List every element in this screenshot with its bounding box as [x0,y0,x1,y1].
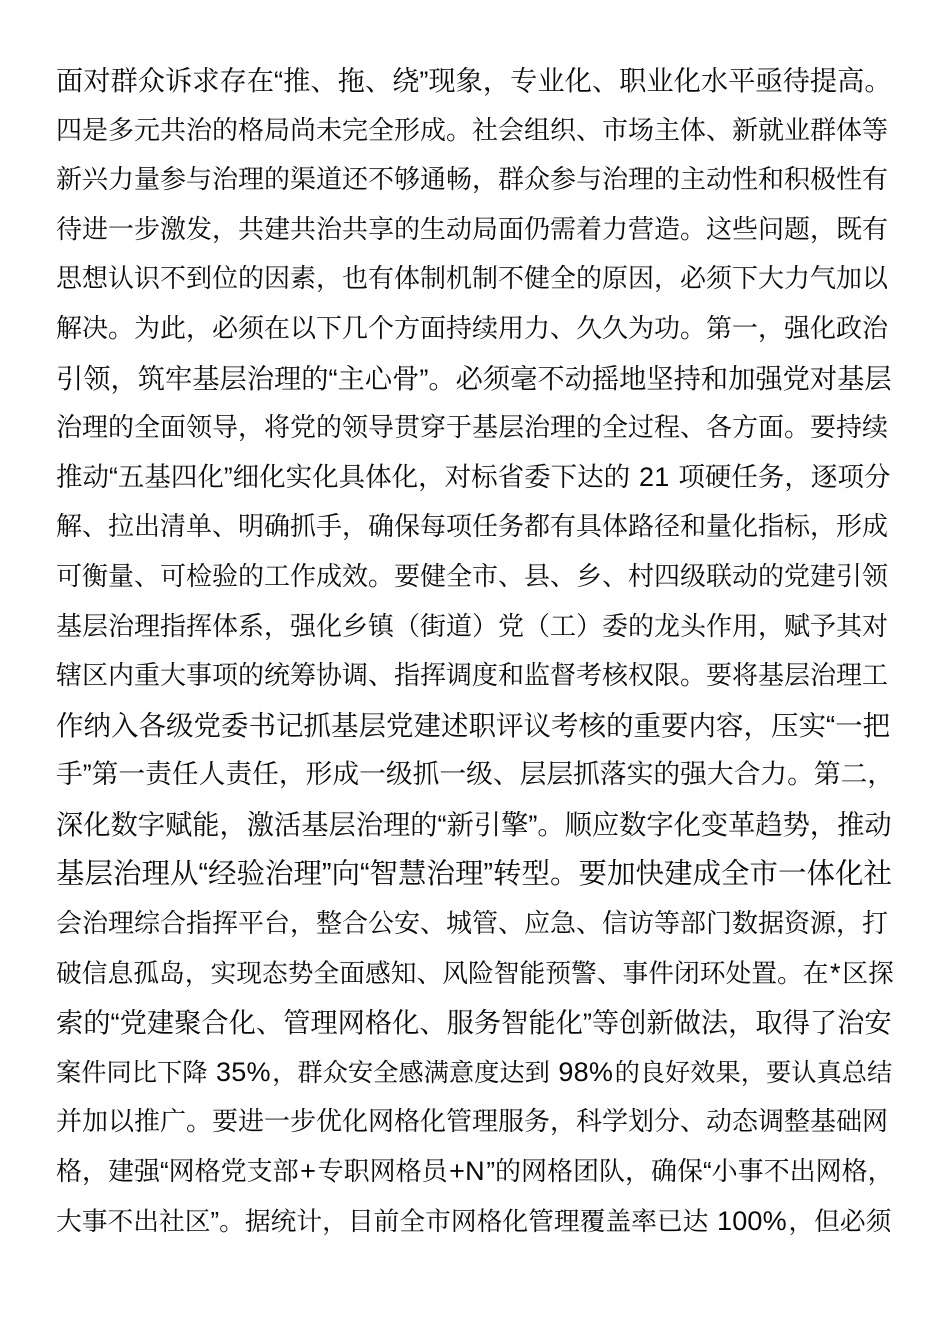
text-line: 可衡量、可检验的工作成效。要健全市、县、乡、村四级联动的党建引领 [56,560,889,591]
text-line: 大事不出社区”。据统计，目前全市网格化管理覆盖率已达 100%，但必须 [56,1205,892,1236]
inline-latin-run: 21 [639,461,670,492]
text-line: 解、拉出清单、明确抓手，确保每项任务都有具体路径和量化指标，形成 [56,511,889,542]
inline-latin-run: 100% [716,1205,787,1236]
text-line: 案件同比下降 35%，群众安全感满意度达到 98%的良好效果，要认真总结 [56,1056,893,1087]
text-line: 面对群众诉求存在“推、拖、绕”现象，专业化、职业化水平亟待提高。 [56,65,892,96]
text-line: 思想认识不到位的因素，也有体制机制不健全的原因，必须下大力气加以 [56,263,889,294]
text-line: 解决。为此，必须在以下几个方面持续用力、久久为功。第一，强化政治 [56,312,889,343]
inline-latin-run: +N [449,1156,485,1187]
text-line: 会治理综合指挥平台，整合公安、城管、应急、信访等部门数据资源，打 [56,908,889,939]
inline-latin-run: + [300,1156,317,1187]
text-line: 破信息孤岛，实现态势全面感知、风险智能预警、事件闭环处置。在*区探 [56,957,894,988]
text-line: 新兴力量参与治理的渠道还不够通畅，群众参与治理的主动性和积极性有 [56,164,889,195]
text-line: 格，建强“网格党支部+专职网格员+N”的网格团队，确保“小事不出网格， [56,1156,894,1187]
text-line: 并加以推广。要进一步优化网格化管理服务，科学划分、动态调整基础网 [56,1106,889,1137]
inline-latin-run: * [830,957,841,988]
text-line: 基层治理从“经验治理”向“智慧治理”转型。要加快建成全市一体化社 [56,857,892,890]
text-line: 引领，筑牢基层治理的“主心骨”。必须毫不动摇地坚持和加强党对基层 [56,362,892,394]
text-line: 深化数字赋能，激活基层治理的“新引擎”。顺应数字化变革趋势，推动 [56,808,892,840]
inline-latin-run: 35% [216,1056,271,1087]
text-line: 作纳入各级党委书记抓基层党建述职评议考核的重要内容，压实“一把 [56,709,891,741]
text-line: 手”第一责任人责任，形成一级抓一级、层层抓落实的强大合力。第二， [56,759,895,790]
inline-latin-run: 98% [558,1056,614,1087]
text-line: 辖区内重大事项的统筹协调、指挥调度和监督考核权限。要将基层治理工 [56,660,889,691]
text-line: 索的“党建聚合化、管理网格化、服务智能化”等创新做法，取得了治安 [56,1007,892,1039]
text-line: 推动“五基四化”细化实化具体化，对标省委下达的 21 项硬任务，逐项分 [56,461,891,492]
text-line: 治理的全面领导，将党的领导贯穿于基层治理的全过程、各方面。要持续 [56,412,889,443]
text-line: 基层治理指挥体系，强化乡镇（街道）党（工）委的龙头作用，赋予其对 [56,610,889,641]
document-text-body [56,56,894,1246]
text-line: 待进一步激发，共建共治共享的生动局面仍需着力营造。这些问题，既有 [56,213,889,244]
text-line: 四是多元共治的格局尚未完全形成。社会组织、市场主体、新就业群体等 [56,114,889,145]
